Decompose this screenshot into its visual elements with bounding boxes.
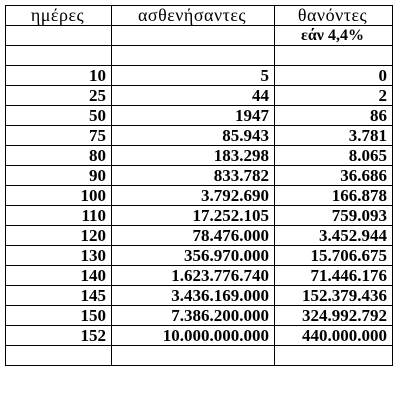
table-row [6, 286, 393, 306]
empty-cell[interactable] [275, 346, 393, 366]
empty-cell[interactable] [6, 46, 112, 66]
empty-cell[interactable] [6, 346, 112, 366]
sick-cell[interactable]: 44 [112, 86, 275, 106]
sick-cell[interactable]: 3.792.690 [112, 186, 275, 206]
days-cell[interactable]: 110 [6, 206, 112, 226]
table-row [6, 206, 393, 226]
empty-cell[interactable] [275, 46, 393, 66]
blank-row [6, 346, 393, 366]
table-row [6, 126, 393, 146]
days-cell[interactable]: 25 [6, 86, 112, 106]
days-cell[interactable]: 145 [6, 286, 112, 306]
table-row [6, 106, 393, 126]
dead-cell[interactable]: 152.379.436 [275, 286, 393, 306]
dead-cell[interactable]: 2 [275, 86, 393, 106]
sick-cell[interactable]: 1947 [112, 106, 275, 126]
days-cell[interactable]: 140 [6, 266, 112, 286]
days-cell[interactable]: 80 [6, 146, 112, 166]
header-days[interactable]: ημέρες [6, 6, 112, 26]
header-sick[interactable]: ασθενήσαντες [112, 6, 275, 26]
subheader-row [6, 26, 393, 46]
sick-cell[interactable]: 17.252.105 [112, 206, 275, 226]
dead-cell[interactable]: 3.452.944 [275, 226, 393, 246]
days-cell[interactable]: 90 [6, 166, 112, 186]
table-row [6, 166, 393, 186]
sick-cell[interactable]: 356.970.000 [112, 246, 275, 266]
dead-cell[interactable]: 166.878 [275, 186, 393, 206]
table-row [6, 66, 393, 86]
sick-cell[interactable]: 78.476.000 [112, 226, 275, 246]
sick-cell[interactable]: 10.000.000.000 [112, 326, 275, 346]
dead-cell[interactable]: 324.992.792 [275, 306, 393, 326]
header-dead[interactable]: θανόντες [275, 6, 393, 26]
empty-cell[interactable] [112, 346, 275, 366]
sick-cell[interactable]: 183.298 [112, 146, 275, 166]
dead-cell[interactable]: 86 [275, 106, 393, 126]
days-cell[interactable]: 150 [6, 306, 112, 326]
dead-cell[interactable]: 3.781 [275, 126, 393, 146]
data-table [5, 5, 393, 366]
days-cell[interactable]: 152 [6, 326, 112, 346]
dead-cell[interactable]: 8.065 [275, 146, 393, 166]
sick-cell[interactable]: 85.943 [112, 126, 275, 146]
days-cell[interactable]: 100 [6, 186, 112, 206]
empty-cell[interactable] [112, 26, 275, 46]
dead-cell[interactable]: 36.686 [275, 166, 393, 186]
empty-cell[interactable] [6, 26, 112, 46]
table-row [6, 226, 393, 246]
table-row [6, 266, 393, 286]
sick-cell[interactable]: 3.436.169.000 [112, 286, 275, 306]
dead-cell[interactable]: 15.706.675 [275, 246, 393, 266]
table-row [6, 326, 393, 346]
empty-cell[interactable] [112, 46, 275, 66]
table-row [6, 246, 393, 266]
sick-cell[interactable]: 833.782 [112, 166, 275, 186]
header-row [6, 6, 393, 26]
days-cell[interactable]: 130 [6, 246, 112, 266]
dead-rate-note[interactable]: εάν 4,4% [275, 26, 393, 46]
days-cell[interactable]: 10 [6, 66, 112, 86]
dead-cell[interactable]: 71.446.176 [275, 266, 393, 286]
days-cell[interactable]: 120 [6, 226, 112, 246]
table-row [6, 186, 393, 206]
blank-row [6, 46, 393, 66]
days-cell[interactable]: 75 [6, 126, 112, 146]
dead-cell[interactable]: 759.093 [275, 206, 393, 226]
table-row [6, 146, 393, 166]
sick-cell[interactable]: 7.386.200.000 [112, 306, 275, 326]
dead-cell[interactable]: 0 [275, 66, 393, 86]
dead-cell[interactable]: 440.000.000 [275, 326, 393, 346]
table-row [6, 306, 393, 326]
table-row [6, 86, 393, 106]
sick-cell[interactable]: 1.623.776.740 [112, 266, 275, 286]
sick-cell[interactable]: 5 [112, 66, 275, 86]
days-cell[interactable]: 50 [6, 106, 112, 126]
